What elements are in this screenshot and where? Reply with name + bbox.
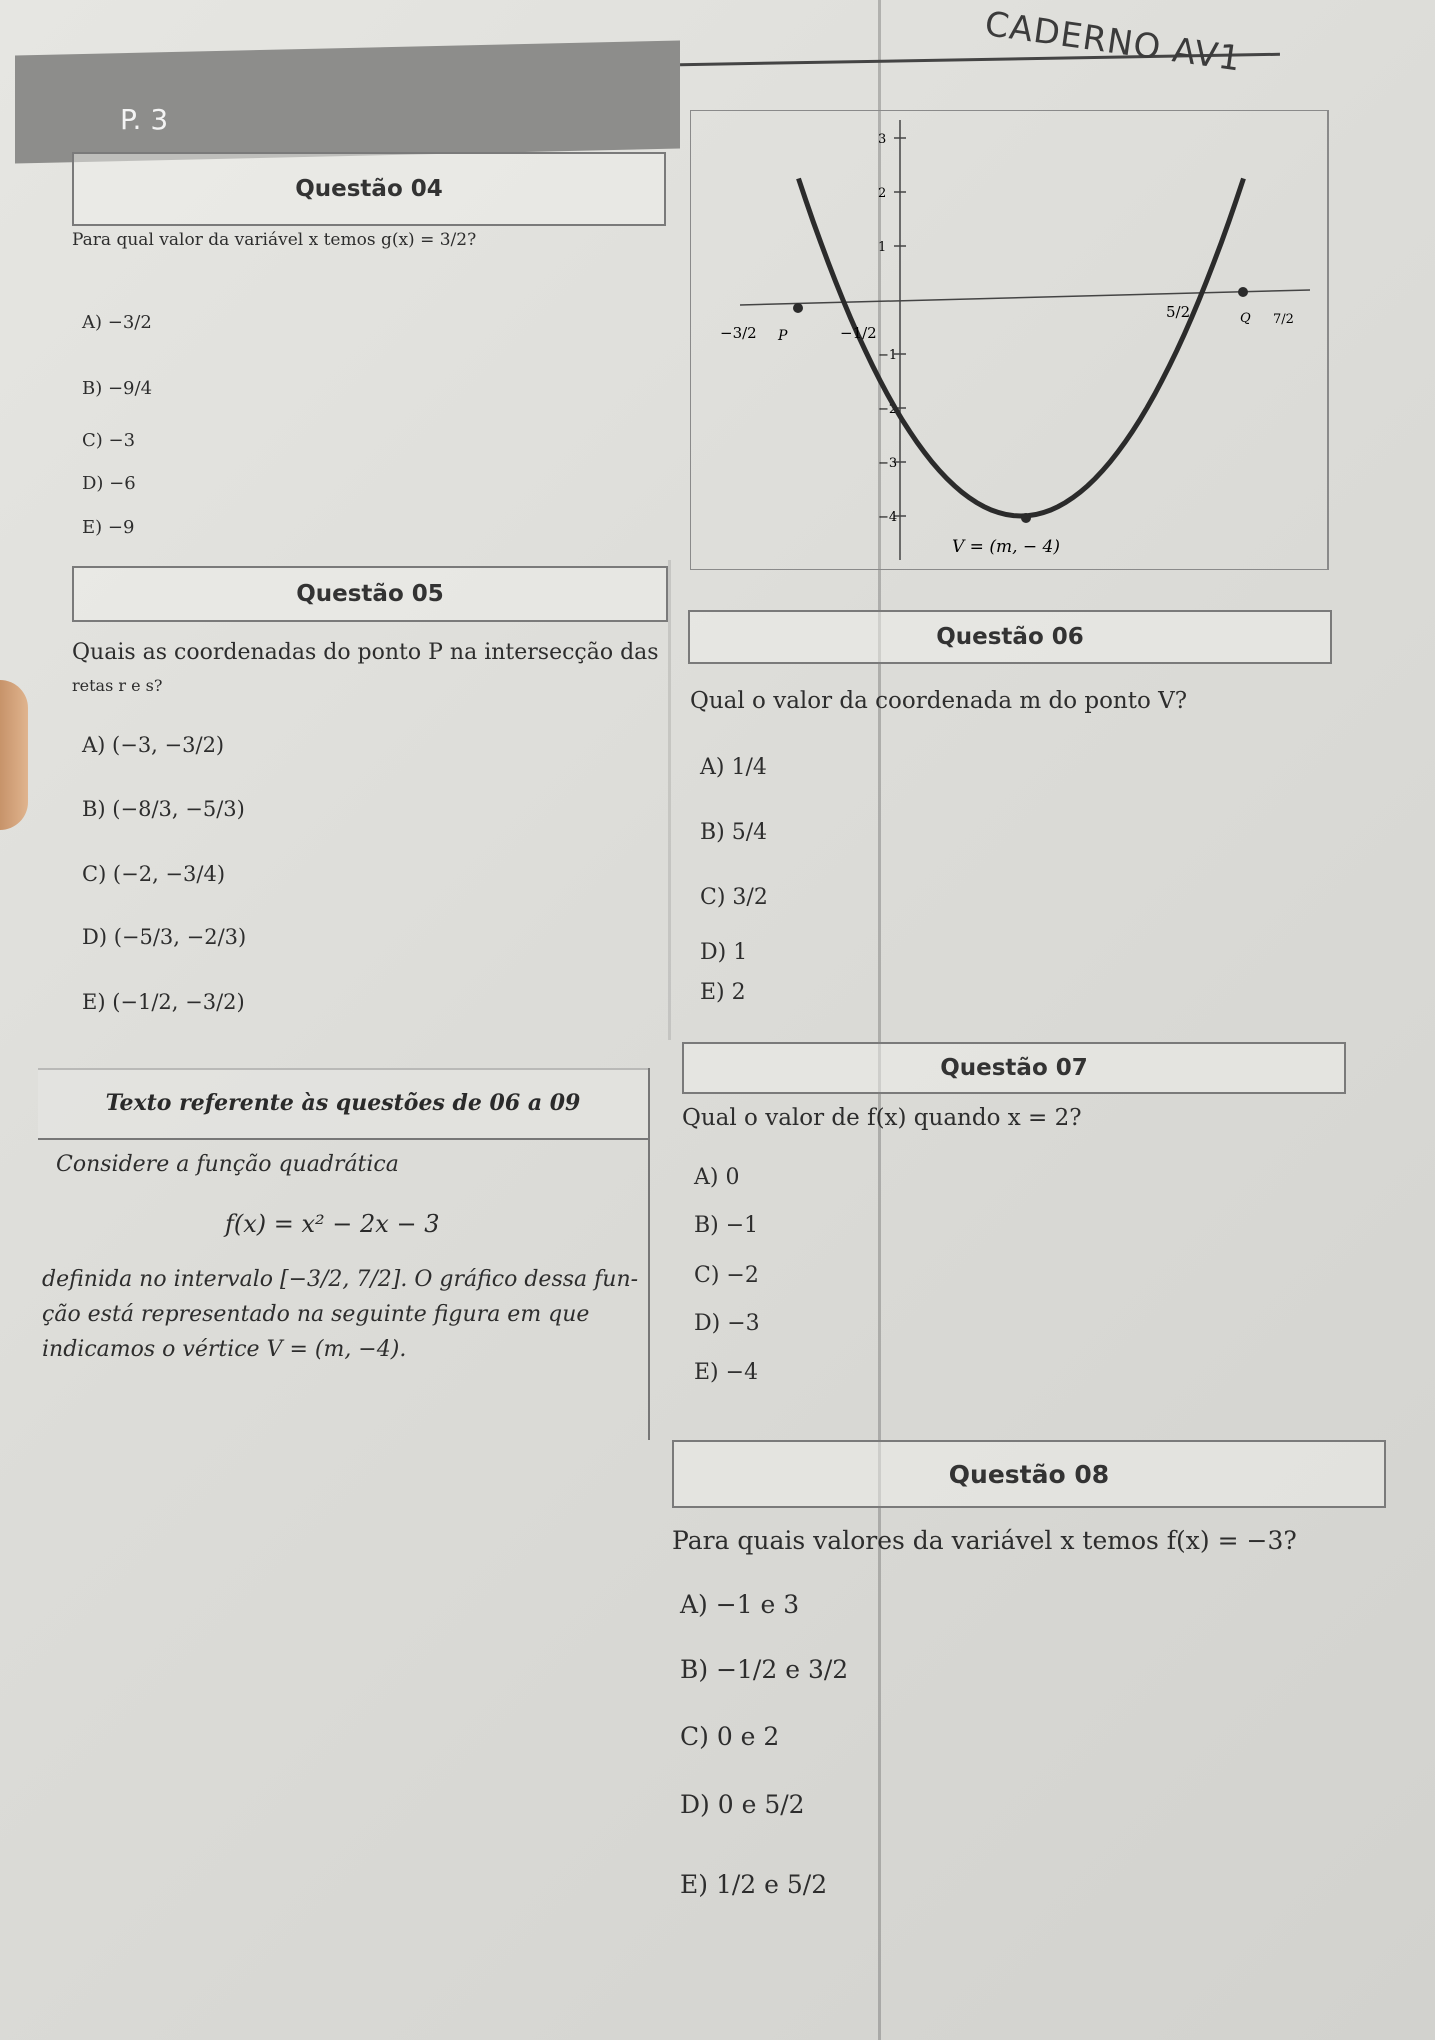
q04-option-e[interactable]: E) −9: [82, 517, 135, 538]
q05-stem-line2: retas r e s?: [72, 676, 163, 695]
x-axis: [740, 290, 1310, 305]
q07-option-a[interactable]: A) 0: [694, 1165, 740, 1190]
point-q: [1238, 287, 1248, 297]
point-p: [793, 303, 803, 313]
context-line1: Considere a função quadrática: [56, 1152, 399, 1177]
x-label-2: −1/2: [840, 324, 877, 342]
q04-option-b[interactable]: B) −9/4: [82, 378, 153, 399]
q08-option-a[interactable]: A) −1 e 3: [680, 1590, 800, 1619]
q05-title: Questão 05: [72, 566, 668, 622]
q06-option-a[interactable]: A) 1/4: [700, 755, 767, 780]
y-tick-label: −1: [878, 348, 898, 363]
q06-title: Questão 06: [688, 610, 1332, 664]
q06-option-c[interactable]: C) 3/2: [700, 885, 768, 910]
q05-option-d[interactable]: D) (−5/3, −2/3): [82, 925, 247, 949]
q08-option-e[interactable]: E) 1/2 e 5/2: [680, 1870, 828, 1899]
x-label-3: 5/2: [1166, 303, 1191, 321]
q08-stem: Para quais valores da variável x temos f(x) = −3?: [672, 1526, 1297, 1555]
vertex-point: [1021, 513, 1031, 523]
q06-option-d[interactable]: D) 1: [700, 940, 748, 965]
q04-option-a[interactable]: A) −3/2: [82, 312, 152, 333]
y-tick-label: −4: [878, 510, 898, 525]
q04-stem: Para qual valor da variável x temos g(x) = 3/2?: [72, 230, 477, 250]
parabola-curve: [799, 179, 1244, 517]
x-label-1: −3/2: [720, 324, 757, 342]
point-q-label: Q: [1240, 311, 1251, 326]
q07-title: Questão 07: [682, 1042, 1346, 1094]
y-ticks: [878, 132, 906, 525]
q07-option-e[interactable]: E) −4: [694, 1360, 759, 1385]
y-tick-label: −2: [878, 402, 898, 417]
context-title: Texto referente às questões de 06 a 09: [38, 1068, 648, 1140]
y-tick-label: 2: [878, 186, 887, 201]
q05-option-b[interactable]: B) (−8/3, −5/3): [82, 797, 245, 821]
context-line3: ção está representado na seguinte figura em que: [42, 1302, 590, 1327]
context-formula: f(x) = x² − 2x − 3: [225, 1210, 440, 1238]
y-tick-label: 1: [878, 240, 887, 255]
q04-title: Questão 04: [72, 152, 666, 226]
q08-option-d[interactable]: D) 0 e 5/2: [680, 1790, 805, 1819]
y-tick-label: 3: [878, 132, 887, 147]
q05-option-c[interactable]: C) (−2, −3/4): [82, 862, 226, 886]
q07-option-b[interactable]: B) −1: [694, 1213, 759, 1238]
q06-option-e[interactable]: E) 2: [700, 980, 746, 1005]
header-stamp: CADERNO AV1: [982, 4, 1244, 80]
x-label-4: 7/2: [1273, 312, 1294, 327]
q04-option-d[interactable]: D) −6: [82, 473, 136, 494]
header-bar: [15, 40, 680, 163]
q06-stem: Qual o valor da coordenada m do ponto V?: [690, 688, 1188, 714]
hand-edge: [0, 680, 28, 830]
q08-option-b[interactable]: B) −1/2 e 3/2: [680, 1655, 849, 1684]
q07-stem: Qual o valor de f(x) quando x = 2?: [682, 1105, 1082, 1131]
point-p-label: P: [778, 328, 788, 344]
q08-option-c[interactable]: C) 0 e 2: [680, 1722, 780, 1751]
page-label: P. 3: [120, 103, 169, 136]
q08-title: Questão 08: [672, 1440, 1386, 1508]
vertex-label: V = (m, − 4): [952, 537, 1060, 557]
parabola-graph: [690, 110, 1330, 570]
q05-option-a[interactable]: A) (−3, −3/2): [82, 733, 225, 757]
q06-option-b[interactable]: B) 5/4: [700, 820, 768, 845]
q05-stem-line1: Quais as coordenadas do ponto P na intersecção das: [72, 640, 659, 665]
y-tick-label: −3: [878, 456, 898, 471]
q07-option-c[interactable]: C) −2: [694, 1263, 759, 1288]
q07-option-d[interactable]: D) −3: [694, 1311, 760, 1336]
context-line2: definida no intervalo [−3/2, 7/2]. O gráfico dessa fun-: [42, 1267, 639, 1292]
q04-option-c[interactable]: C) −3: [82, 430, 136, 451]
context-line4: indicamos o vértice V = (m, −4).: [42, 1337, 407, 1362]
fold-line: [668, 560, 671, 1040]
q05-option-e[interactable]: E) (−1/2, −3/2): [82, 990, 245, 1014]
